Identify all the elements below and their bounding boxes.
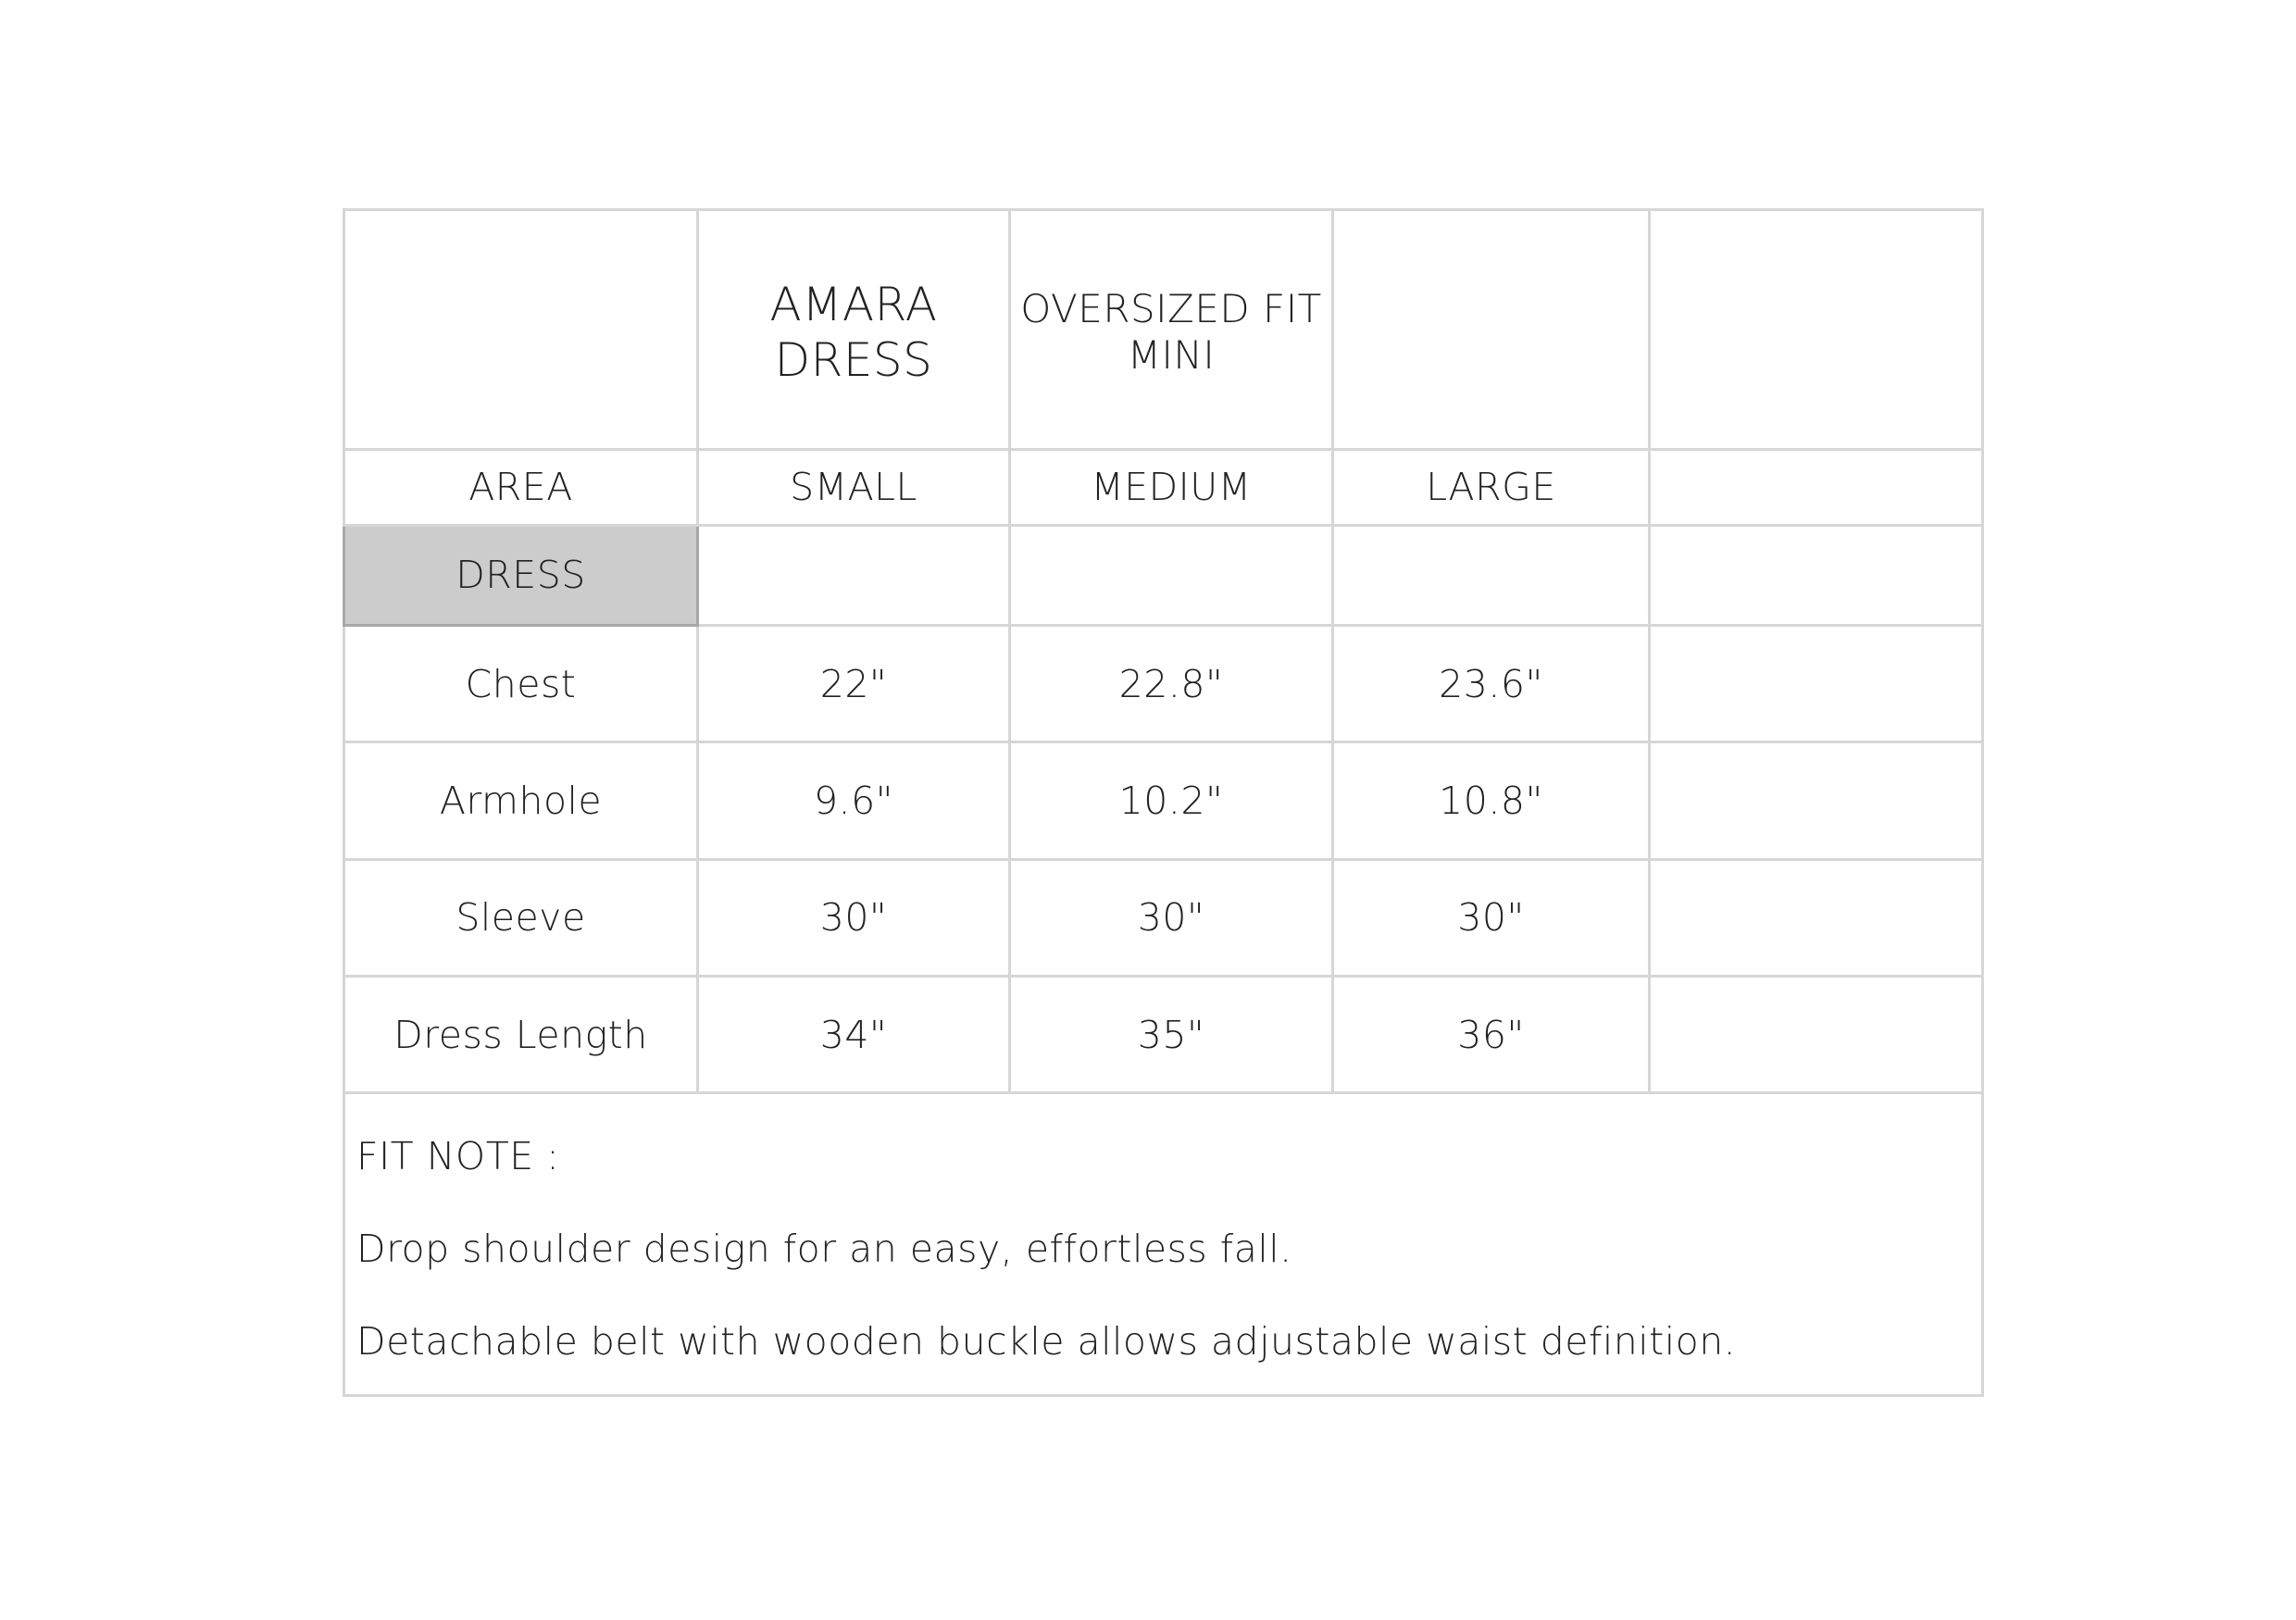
- empty-cell: [1650, 449, 1983, 525]
- table-row: [344, 859, 1983, 976]
- column-header-small: SMALL: [698, 449, 1010, 525]
- empty-cell: [1650, 742, 1983, 859]
- table-row: [344, 626, 1983, 742]
- fit-note-row: [344, 1093, 1983, 1396]
- section-row: [344, 525, 1983, 625]
- measurement-area: Chest: [344, 626, 698, 742]
- empty-cell: [1650, 626, 1983, 742]
- empty-cell: [1650, 525, 1983, 625]
- measurement-small: 30": [698, 859, 1010, 976]
- measurement-area: Dress Length: [344, 976, 698, 1092]
- fit-type-line: MINI: [1127, 331, 1216, 378]
- section-label: DRESS: [344, 525, 698, 625]
- fit-type: [1010, 210, 1333, 450]
- measurement-large: 23.6": [1333, 626, 1650, 742]
- measurement-medium: 30": [1010, 859, 1333, 976]
- empty-cell: [1010, 525, 1333, 625]
- column-header-medium: MEDIUM: [1010, 449, 1333, 525]
- measurement-large: 36": [1333, 976, 1650, 1092]
- empty-cell: [1333, 525, 1650, 625]
- measurement-small: 22": [698, 626, 1010, 742]
- measurement-area: Armhole: [344, 742, 698, 859]
- product-name-line: DRESS: [774, 332, 933, 387]
- measurement-small: 9.6": [698, 742, 1010, 859]
- fit-note: [344, 1093, 1983, 1396]
- fit-note-title: FIT NOTE :: [356, 1134, 560, 1179]
- title-row: [344, 210, 1983, 450]
- empty-cell: [1650, 210, 1983, 450]
- product-name: [698, 210, 1010, 450]
- measurement-large: 30": [1333, 859, 1650, 976]
- empty-cell: [1650, 859, 1983, 976]
- fit-note-line: Drop shoulder design for an easy, effortless fall.: [356, 1227, 1292, 1272]
- measurement-area: Sleeve: [344, 859, 698, 976]
- empty-cell: [1333, 210, 1650, 450]
- measurement-medium: 35": [1010, 976, 1333, 1092]
- measurement-medium: 22.8": [1010, 626, 1333, 742]
- empty-cell: [344, 210, 698, 450]
- measurement-medium: 10.2": [1010, 742, 1333, 859]
- fit-note-line: Detachable belt with wooden buckle allows adjustable waist definition.: [356, 1319, 1737, 1365]
- product-name-line: AMARA: [769, 277, 938, 331]
- table-row: [344, 742, 1983, 859]
- table-row: [344, 976, 1983, 1092]
- column-header-large: LARGE: [1333, 449, 1650, 525]
- column-header-area: AREA: [344, 449, 698, 525]
- measurement-small: 34": [698, 976, 1010, 1092]
- size-header-row: [344, 449, 1983, 525]
- empty-cell: [698, 525, 1010, 625]
- measurement-large: 10.8": [1333, 742, 1650, 859]
- fit-type-line: OVERSIZED FIT: [1020, 285, 1322, 331]
- empty-cell: [1650, 976, 1983, 1092]
- size-chart-table: [343, 208, 1984, 1397]
